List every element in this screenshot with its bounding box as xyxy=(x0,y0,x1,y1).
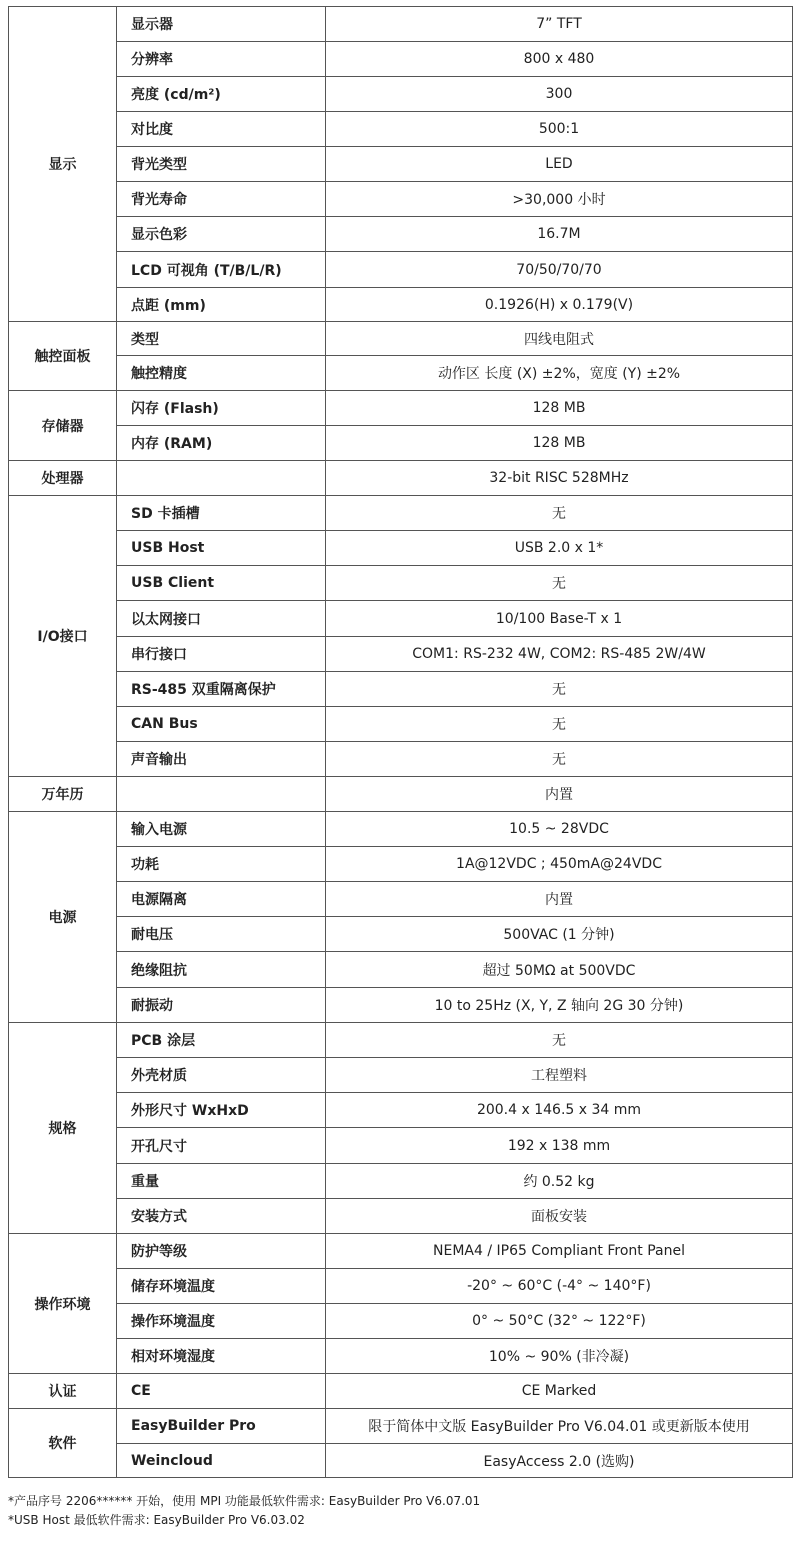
table-row xyxy=(9,391,793,426)
table-row xyxy=(9,707,793,742)
spec-table-body xyxy=(9,7,793,1478)
table-row xyxy=(9,147,793,182)
table-row xyxy=(9,566,793,601)
attribute-cell: 背光类型 xyxy=(117,147,326,182)
value-cell: 0° ~ 50°C (32° ~ 122°F) xyxy=(326,1304,793,1339)
table-row xyxy=(9,812,793,847)
value-cell: 内置 xyxy=(326,777,793,812)
value-cell: 超过 50MΩ at 500VDC xyxy=(326,952,793,988)
attribute-cell: 相对环境湿度 xyxy=(117,1339,326,1374)
attribute-cell: RS-485 双重隔离保护 xyxy=(117,672,326,707)
attribute-cell: 储存环境温度 xyxy=(117,1269,326,1304)
table-row xyxy=(9,112,793,147)
category-cell: 电源 xyxy=(9,812,117,1023)
attribute-cell: 操作环境温度 xyxy=(117,1304,326,1339)
attribute-cell: 显示色彩 xyxy=(117,217,326,252)
table-row xyxy=(9,356,793,391)
attribute-cell: 开孔尺寸 xyxy=(117,1128,326,1164)
table-row xyxy=(9,77,793,112)
attribute-cell: 外形尺寸 WxHxD xyxy=(117,1093,326,1128)
category-cell: 规格 xyxy=(9,1023,117,1234)
table-row xyxy=(9,742,793,777)
attribute-cell: 类型 xyxy=(117,322,326,356)
attribute-cell: 安装方式 xyxy=(117,1199,326,1234)
category-cell: 存储器 xyxy=(9,391,117,461)
value-cell: 10 to 25Hz (X, Y, Z 轴向 2G 30 分钟) xyxy=(326,988,793,1023)
value-cell: 四线电阻式 xyxy=(326,322,793,356)
value-cell: LED xyxy=(326,147,793,182)
table-row xyxy=(9,1304,793,1339)
table-row xyxy=(9,7,793,42)
attribute-cell: 分辨率 xyxy=(117,42,326,77)
attribute-cell: 亮度 (cd/m²) xyxy=(117,77,326,112)
value-cell: 无 xyxy=(326,496,793,531)
table-row xyxy=(9,496,793,531)
value-cell: 128 MB xyxy=(326,426,793,461)
value-cell: COM1: RS-232 4W, COM2: RS-485 2W/4W xyxy=(326,637,793,672)
table-row xyxy=(9,182,793,217)
value-cell: 无 xyxy=(326,566,793,601)
value-cell: 约 0.52 kg xyxy=(326,1164,793,1199)
attribute-cell: 声音输出 xyxy=(117,742,326,777)
category-cell: I/O接口 xyxy=(9,496,117,777)
attribute-cell: 输入电源 xyxy=(117,812,326,847)
table-row xyxy=(9,672,793,707)
value-cell: 动作区 长度 (X) ±2%，宽度 (Y) ±2% xyxy=(326,356,793,391)
value-cell: 70/50/70/70 xyxy=(326,252,793,288)
attribute-cell: 以太网接口 xyxy=(117,601,326,637)
attribute-cell: 显示器 xyxy=(117,7,326,42)
table-row xyxy=(9,1234,793,1269)
category-cell: 触控面板 xyxy=(9,322,117,391)
table-row xyxy=(9,42,793,77)
table-row xyxy=(9,1409,793,1444)
attribute-cell: Weincloud xyxy=(117,1444,326,1478)
category-cell: 认证 xyxy=(9,1374,117,1409)
table-row xyxy=(9,1444,793,1478)
value-cell: 300 xyxy=(326,77,793,112)
attribute-cell: 对比度 xyxy=(117,112,326,147)
value-cell: 7” TFT xyxy=(326,7,793,42)
value-cell: 800 x 480 xyxy=(326,42,793,77)
attribute-cell: 外壳材质 xyxy=(117,1058,326,1093)
attribute-cell: 触控精度 xyxy=(117,356,326,391)
category-cell: 显示 xyxy=(9,7,117,322)
attribute-cell: CE xyxy=(117,1374,326,1409)
attribute-cell: CAN Bus xyxy=(117,707,326,742)
table-row xyxy=(9,426,793,461)
table-row xyxy=(9,777,793,812)
attribute-cell: 重量 xyxy=(117,1164,326,1199)
table-row xyxy=(9,637,793,672)
table-row xyxy=(9,1374,793,1409)
table-row xyxy=(9,1023,793,1058)
value-cell: >30,000 小时 xyxy=(326,182,793,217)
table-row xyxy=(9,882,793,917)
table-row xyxy=(9,1058,793,1093)
value-cell: 192 x 138 mm xyxy=(326,1128,793,1164)
table-row xyxy=(9,952,793,988)
attribute-cell xyxy=(117,777,326,812)
table-row xyxy=(9,1093,793,1128)
attribute-cell: 耐电压 xyxy=(117,917,326,952)
value-cell: 32-bit RISC 528MHz xyxy=(326,461,793,496)
attribute-cell: 背光寿命 xyxy=(117,182,326,217)
value-cell: 0.1926(H) x 0.179(V) xyxy=(326,288,793,322)
attribute-cell xyxy=(117,461,326,496)
footnotes xyxy=(8,1492,480,1530)
attribute-cell: 绝缘阻抗 xyxy=(117,952,326,988)
footnote-mpi: *产品序号 2206****** 开始，使用 MPI 功能最低软件需求: EasyBuilder Pro V6.07.01 xyxy=(8,1494,481,1508)
value-cell: EasyAccess 2.0 (选购) xyxy=(326,1444,793,1478)
table-row xyxy=(9,217,793,252)
footnote-usb-host: *USB Host 最低软件需求: EasyBuilder Pro V6.03.02 xyxy=(8,1513,305,1527)
table-row xyxy=(9,601,793,637)
table-row xyxy=(9,847,793,882)
value-cell: 10/100 Base-T x 1 xyxy=(326,601,793,637)
table-row xyxy=(9,917,793,952)
attribute-cell: 功耗 xyxy=(117,847,326,882)
attribute-cell: 防护等级 xyxy=(117,1234,326,1269)
value-cell: 1A@12VDC ; 450mA@24VDC xyxy=(326,847,793,882)
attribute-cell: SD 卡插槽 xyxy=(117,496,326,531)
attribute-cell: 点距 (mm) xyxy=(117,288,326,322)
table-row xyxy=(9,1199,793,1234)
attribute-cell: 耐振动 xyxy=(117,988,326,1023)
value-cell: 10.5 ~ 28VDC xyxy=(326,812,793,847)
table-row xyxy=(9,531,793,566)
table-row xyxy=(9,322,793,356)
attribute-cell: 电源隔离 xyxy=(117,882,326,917)
value-cell: 10% ~ 90% (非冷凝) xyxy=(326,1339,793,1374)
category-cell: 软件 xyxy=(9,1409,117,1478)
table-row xyxy=(9,1128,793,1164)
attribute-cell: 闪存 (Flash) xyxy=(117,391,326,426)
value-cell: 工程塑料 xyxy=(326,1058,793,1093)
category-cell: 操作环境 xyxy=(9,1234,117,1374)
attribute-cell: LCD 可视角 (T/B/L/R) xyxy=(117,252,326,288)
table-row xyxy=(9,1164,793,1199)
value-cell: NEMA4 / IP65 Compliant Front Panel xyxy=(326,1234,793,1269)
value-cell: 200.4 x 146.5 x 34 mm xyxy=(326,1093,793,1128)
attribute-cell: PCB 涂层 xyxy=(117,1023,326,1058)
spec-table xyxy=(8,6,793,1478)
category-cell: 万年历 xyxy=(9,777,117,812)
attribute-cell: USB Client xyxy=(117,566,326,601)
category-cell: 处理器 xyxy=(9,461,117,496)
value-cell: 16.7M xyxy=(326,217,793,252)
attribute-cell: EasyBuilder Pro xyxy=(117,1409,326,1444)
value-cell: 无 xyxy=(326,742,793,777)
value-cell: 500VAC (1 分钟) xyxy=(326,917,793,952)
value-cell: 500:1 xyxy=(326,112,793,147)
table-row xyxy=(9,1269,793,1304)
table-row xyxy=(9,461,793,496)
value-cell: 面板安装 xyxy=(326,1199,793,1234)
attribute-cell: 内存 (RAM) xyxy=(117,426,326,461)
value-cell: CE Marked xyxy=(326,1374,793,1409)
value-cell: 128 MB xyxy=(326,391,793,426)
attribute-cell: USB Host xyxy=(117,531,326,566)
value-cell: 无 xyxy=(326,1023,793,1058)
table-row xyxy=(9,288,793,322)
table-row xyxy=(9,252,793,288)
attribute-cell: 串行接口 xyxy=(117,637,326,672)
value-cell: USB 2.0 x 1* xyxy=(326,531,793,566)
table-row xyxy=(9,1339,793,1374)
value-cell: -20° ~ 60°C (-4° ~ 140°F) xyxy=(326,1269,793,1304)
value-cell: 内置 xyxy=(326,882,793,917)
value-cell: 限于简体中文版 EasyBuilder Pro V6.04.01 或更新版本使用 xyxy=(326,1409,793,1444)
table-row xyxy=(9,988,793,1023)
value-cell: 无 xyxy=(326,672,793,707)
value-cell: 无 xyxy=(326,707,793,742)
